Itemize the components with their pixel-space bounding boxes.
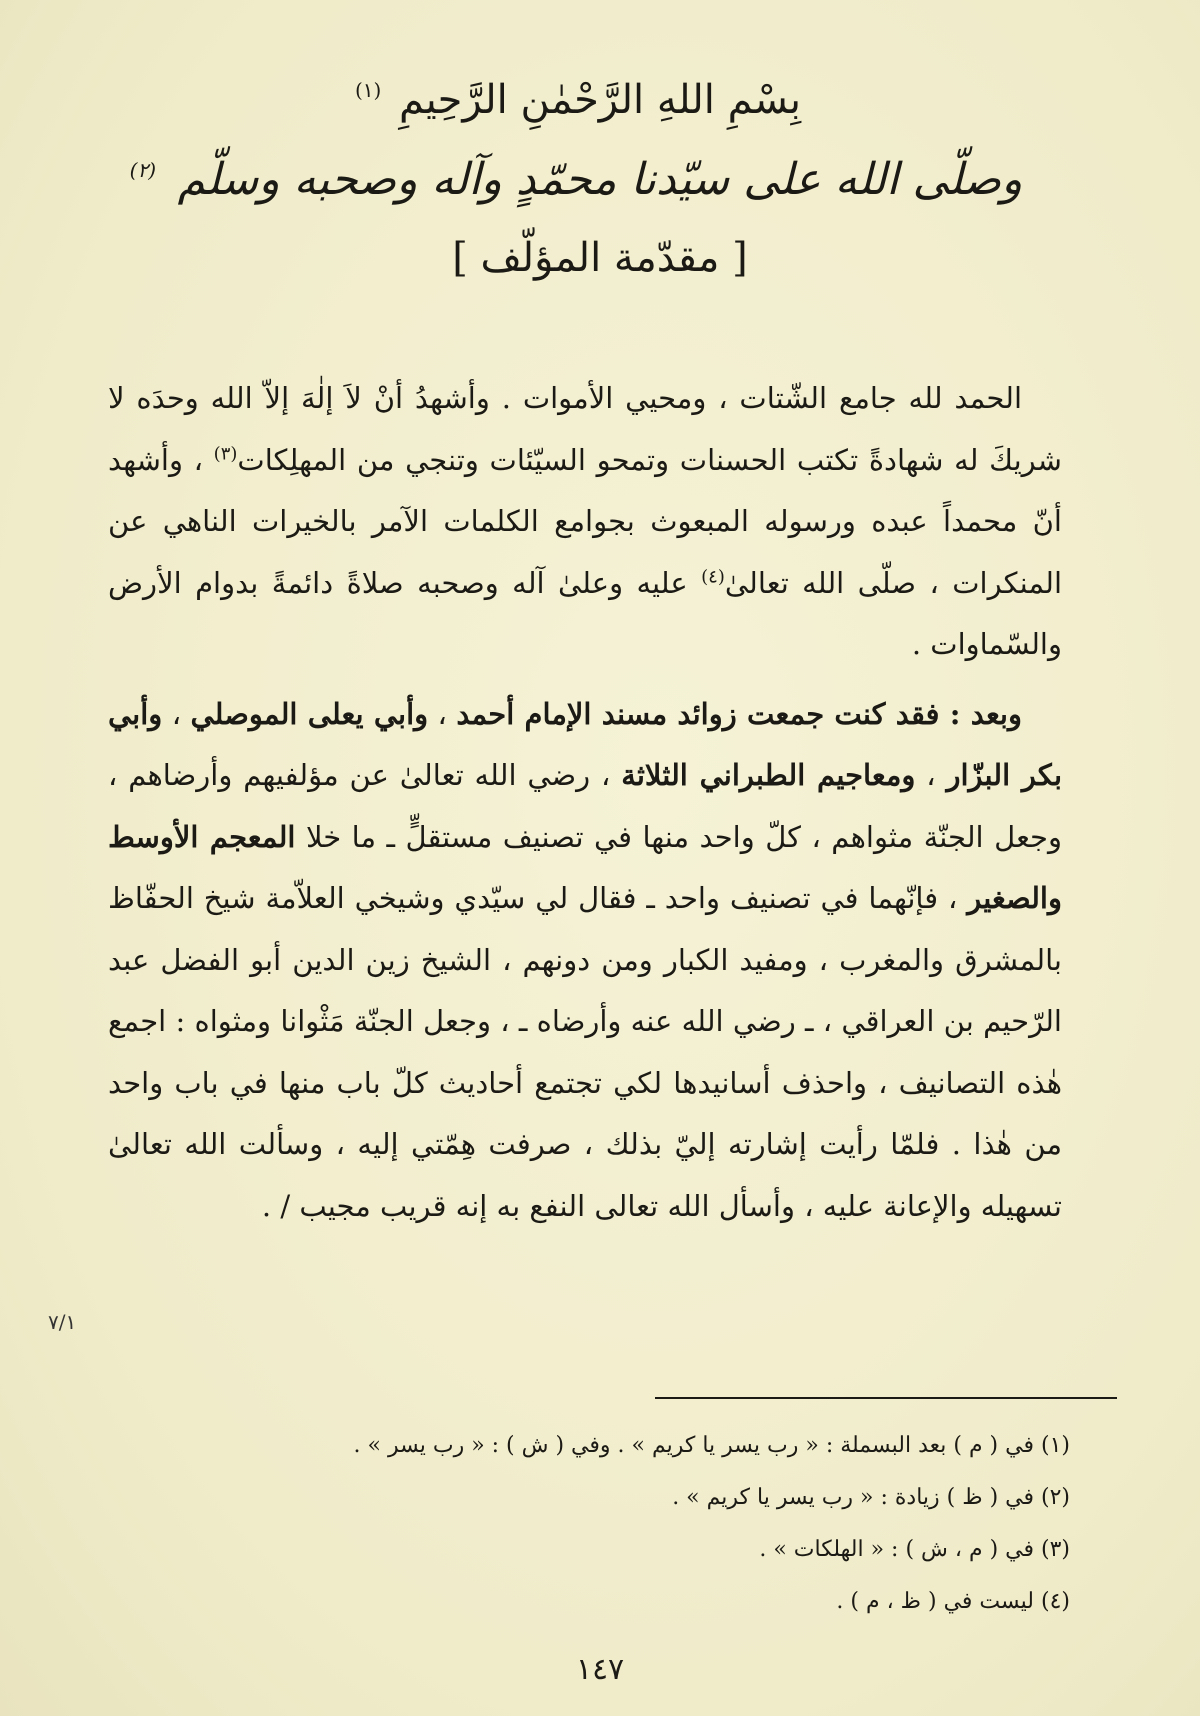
basmala-calligraphy xyxy=(354,70,802,130)
paragraph-text: ، رضي الله تعالىٰ عن مؤلفيهم وأرضاهم ، وجعل الجنّة مثواهم ، كلّ واحد منها في تصنيف مستقلٍّ ـ ما خلا xyxy=(108,758,1062,854)
book-title: ومعاجيم الطبراني الثلاثة xyxy=(621,758,916,792)
footnote-divider xyxy=(655,1397,1117,1399)
book-title: المعجم الأوسط والصغير xyxy=(108,819,1062,915)
footnote-3: (٣) في ( م ، ش ) : « الهلكات » . xyxy=(759,1537,1070,1562)
salawat-text: وصلّى الله على سيّدنا محمّدٍ وآله وصحبه وسلّم xyxy=(177,154,1023,205)
salawat-footnote-ref: (٢) xyxy=(129,158,156,182)
paragraph-intro xyxy=(108,368,1062,676)
section-title: [ مقدّمة المؤلّف ] xyxy=(452,235,748,281)
paragraph-text: الحمد لله جامع الشّتات ، ومحيي الأموات . وأشهدُ أنْ لاَ إلٰهَ إلاّ الله وحدَه لا شريكَ له شهادةً تكتب الحسنات وتمحو السيّئات وتنجي من المهلِكات xyxy=(108,381,1062,477)
footnote-ref-3: (٣) xyxy=(213,442,238,464)
separator: ، xyxy=(162,696,191,731)
page-number: ١٤٧ xyxy=(575,1652,625,1687)
footnote-4: (٤) ليست في ( ظ ، م ) . xyxy=(836,1589,1070,1614)
book-title: وأبي بكر البزّار xyxy=(108,696,1063,792)
separator: ، xyxy=(915,758,947,792)
basmala-text: بِسْمِ اللهِ الرَّحْمٰنِ الرَّحِيمِ xyxy=(398,77,802,123)
book-title: وأبي يعلى الموصلي xyxy=(190,696,429,731)
paragraph-lead: وبعد : فقد كنت جمعت زوائد xyxy=(667,696,1023,731)
margin-folio-note: ٧/١ xyxy=(48,1310,77,1334)
paragraph-main xyxy=(108,684,1062,1238)
paragraph-text: عليه وعلىٰ آله وصحبه صلاةً دائمةً بدوام الأرض والسّماوات . xyxy=(108,565,1062,661)
footnote-ref-4: (٤) xyxy=(701,565,725,587)
footnotes xyxy=(170,1420,1070,1628)
paragraph-text: ، وأشهد أنّ محمداً عبده ورسوله المبعوث بجوامع الكلمات الآمر بالخيرات الناهي عن المنكرات ، صلّى الله تعالىٰ xyxy=(108,442,1062,600)
separator: ، xyxy=(428,696,457,731)
footnote-1: (١) في ( م ) بعد البسملة : « رب يسر يا كريم » . وفي ( ش ) : « رب يسر » . xyxy=(353,1433,1070,1458)
book-title: مسند الإمام أحمد xyxy=(456,696,668,731)
paragraph-text: ، فإنّهما في تصنيف واحد ـ فقال لي سيّدي وشيخي العلاّمة شيخ الحفّاظ بالمشرق والمغرب ، ومفيد الكبار ومن دونهم ، الشيخ زين الدين أبو الفضل عبد الرّحيم بن العراقي ، ـ رضي الله عنه وأرضاه ـ ، وجعل الجنّة مَثْوانا ومثواه : اجمع هٰذه التصانيف ، واحذف أسانيدها لكي تجتمع أحاديث كلّ باب منها في باب واحد من هٰذا . فلمّا رأيت إشارته إليّ بذلك ، صرفت هِمّتي إليه ، وسألت الله تعالىٰ تسهيله والإعانة عليه ، وأسأل الله تعالى النفع به إنه قريب مجيب / . xyxy=(108,881,1062,1223)
basmala-footnote-ref: (١) xyxy=(354,78,382,102)
footnote-2: (٢) في ( ظ ) زيادة : « رب يسر يا كريم » . xyxy=(672,1485,1070,1510)
main-text xyxy=(108,368,1062,1237)
salawat-calligraphy xyxy=(129,140,1023,220)
page-header xyxy=(0,70,1200,290)
